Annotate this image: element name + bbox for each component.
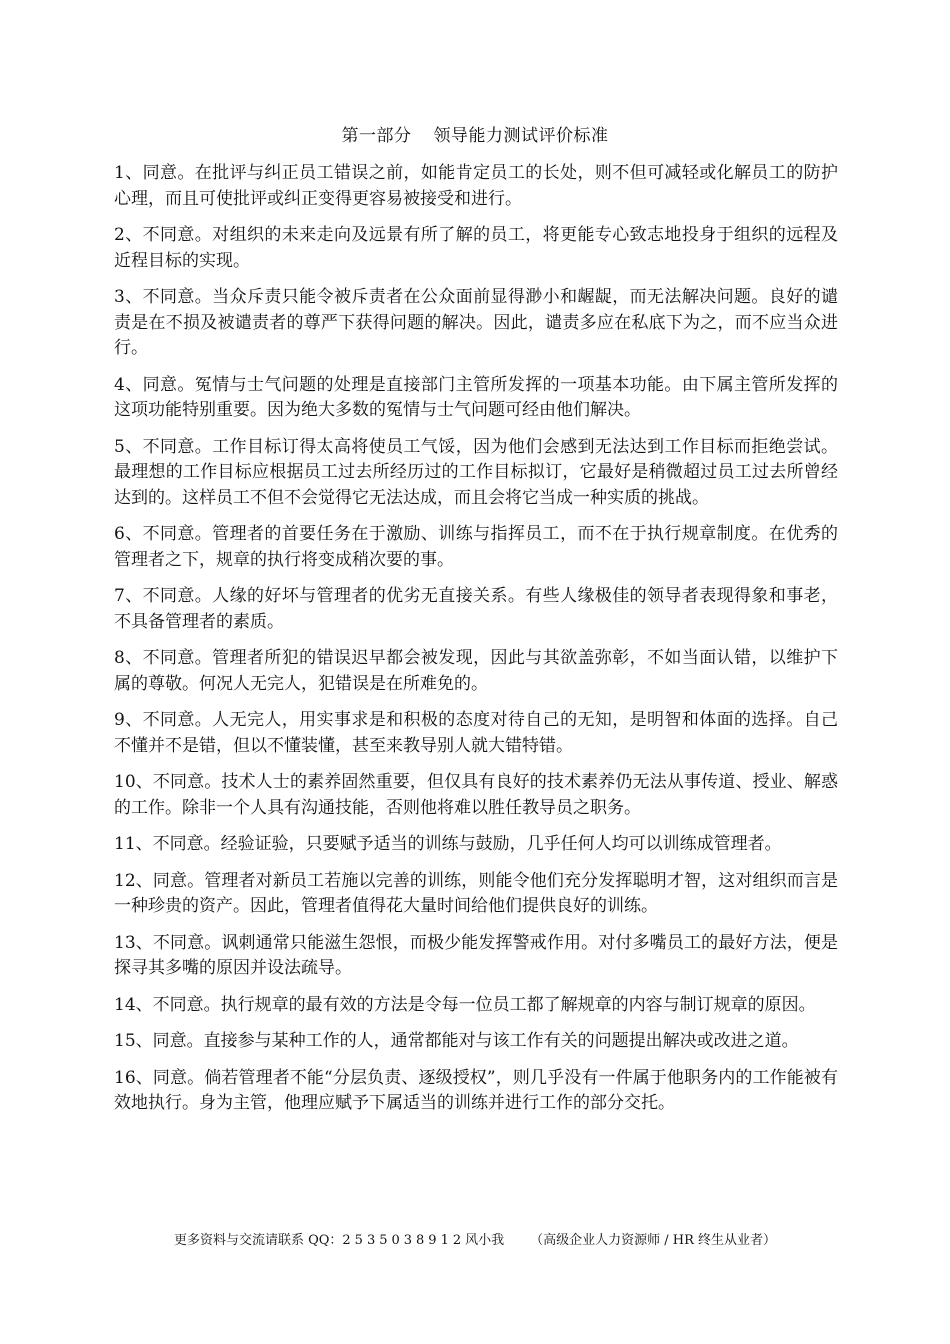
criteria-item-14: 14、不同意。执行规章的最有效的方法是令每一位员工都了解规章的内容与制订规章的原因。 [114,994,816,1015]
criteria-list [114,161,838,1128]
footer-title-note: （高级企业人力资源师 / HR 终生从业者） [530,1233,777,1248]
criteria-item-3: 3、不同意。当众斥责只能令被斥责者在公众面前显得渺小和龌龊，而无法解决问题。良好的谴责是在不损及被谴责者的尊严下获得问题的解决。因此，谴责多应在私底下为之，而不应当众进行。 [114,287,838,358]
criteria-item-1: 1、同意。在批评与纠正员工错误之前，如能肯定员工的长处，则不但可减轻或化解员工的防护心理，而且可使批评或纠正变得更容易被接受和进行。 [114,163,838,209]
criteria-item-8: 8、不同意。管理者所犯的错误迟早都会被发现，因此与其欲盖弥彰，不如当面认错，以维护下属的尊敬。何况人无完人，犯错误是在所难免的。 [114,648,838,694]
criteria-item-16: 16、同意。倘若管理者不能“分层负责、逐级授权”，则几乎没有一件属于他职务内的工作能被有效地执行。身为主管，他理应赋予下属适当的训练并进行工作的部分交托。 [114,1067,838,1113]
criteria-item-10: 10、不同意。技术人士的素养固然重要，但仅具有良好的技术素养仍无法从事传道、授业、解惑的工作。除非一个人具有沟通技能，否则他将难以胜任教导员之职务。 [114,772,838,818]
criteria-item-2: 2、不同意。对组织的未来走向及远景有所了解的员工，将更能专心致志地投身于组织的远程及近程目标的实现。 [114,225,838,271]
criteria-item-6: 6、不同意。管理者的首要任务在于激励、训练与指挥员工，而不在于执行规章制度。在优秀的管理者之下，规章的执行将变成稍次要的事。 [114,524,838,570]
page-footer [0,1233,950,1249]
footer-name: 风小我 [465,1233,505,1248]
page-title [0,126,950,146]
title-part: 第一部分 [341,126,412,146]
criteria-item-7: 7、不同意。人缘的好坏与管理者的优劣无直接关系。有些人缘极佳的领导者表现得象和事老，不具备管理者的素质。 [114,586,838,632]
footer-contact-label: 更多资料与交流请联系 QQ： [173,1233,343,1248]
criteria-item-12: 12、同意。管理者对新员工若施以完善的训练，则能令他们充分发挥聪明才智，这对组织而言是一种珍贵的资产。因此，管理者值得花大量时间给他们提供良好的训练。 [114,870,838,916]
criteria-item-5: 5、不同意。工作目标订得太高将使员工气馁，因为他们会感到无法达到工作目标而拒绝尝试。最理想的工作目标应根据员工过去所经历过的工作目标拟订，它最好是稍微超过员工过去所曾经达到的。这样员工不但不会觉得它无法达成，而且会将它当成一种实质的挑战。 [114,436,838,508]
criteria-item-13: 13、不同意。讽刺通常只能滋生怨恨，而极少能发挥警戒作用。对付多嘴员工的最好方法，便是探寻其多嘴的原因并设法疏导。 [114,932,838,978]
title-text: 领导能力测试评价标准 [433,126,609,146]
footer-qq-number: 2535038912 [342,1233,466,1248]
criteria-item-4: 4、同意。冤情与士气问题的处理是直接部门主管所发挥的一项基本功能。由下属主管所发挥的这项功能特别重要。因为绝大多数的冤情与士气问题可经由他们解决。 [114,374,838,420]
criteria-item-11: 11、不同意。经验证验，只要赋予适当的训练与鼓励，几乎任何人均可以训练成管理者。 [114,834,782,854]
criteria-item-15: 15、同意。直接参与某种工作的人，通常都能对与该工作有关的问题提出解决或改进之道。 [114,1031,799,1051]
criteria-item-9: 9、不同意。人无完人，用实事求是和积极的态度对待自己的无知，是明智和体面的选择。自己不懂并不是错，但以不懂装懂，甚至来教导别人就大错特错。 [114,710,838,756]
